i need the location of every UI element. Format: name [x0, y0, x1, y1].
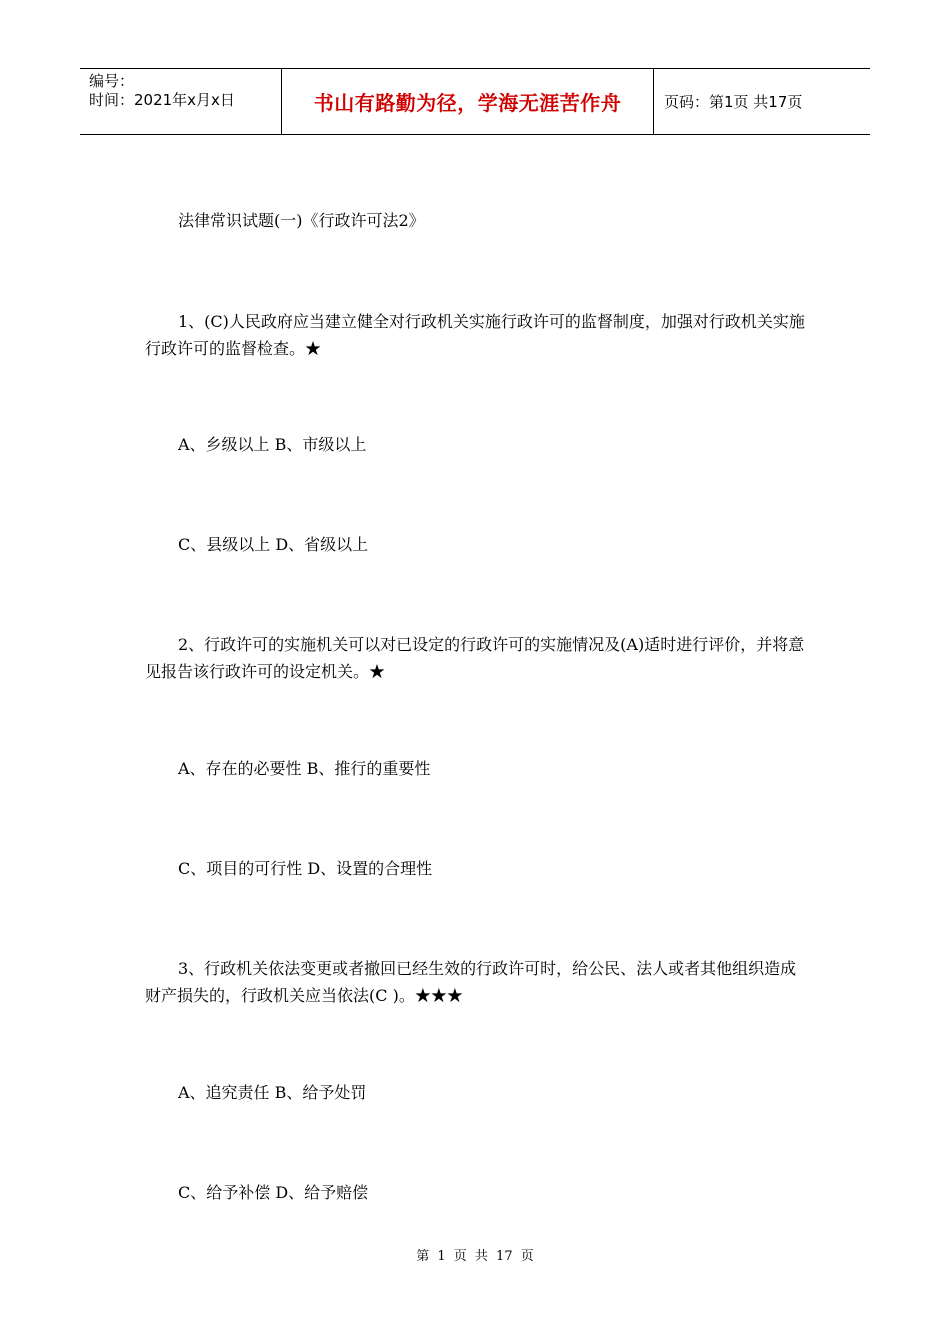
page-header — [80, 68, 870, 135]
document-title: 法律常识试题(一)《行政许可法2》 — [178, 211, 425, 230]
question-2-stem: 2、行政许可的实施机关可以对已设定的行政许可的实施情况及(A)适时进行评价，并将意见报告该行政许可的设定机关。★ — [145, 635, 805, 681]
question-3-options-cd: C、给予补偿 D、给予赔偿 — [178, 1183, 369, 1202]
header-page-code-cell — [654, 69, 870, 134]
motto: 书山有路勤为径，学海无涯苦作舟 — [313, 91, 622, 115]
header-motto-cell — [282, 69, 654, 134]
serial-label: 编号： — [89, 72, 135, 90]
question-1-options-cd: C、县级以上 D、省级以上 — [178, 535, 369, 554]
page-code: 页码：第1页 共17页 — [664, 93, 803, 111]
page-footer: 第 1 页 共 17 页 — [416, 1249, 534, 1264]
question-2-options-ab: A、存在的必要性 B、推行的重要性 — [178, 759, 431, 778]
question-3-stem: 3、行政机关依法变更或者撤回已经生效的行政许可时，给公民、法人或者其他组织造成财产损失的，行政机关应当依法(C )。★★★ — [145, 959, 797, 1005]
question-3-options-ab: A、追究责任 B、给予处罚 — [178, 1083, 367, 1102]
question-1-options-ab: A、乡级以上 B、市级以上 — [178, 435, 367, 454]
header-meta — [80, 69, 282, 134]
question-2-options-cd: C、项目的可行性 D、设置的合理性 — [178, 859, 433, 878]
question-1-stem: 1、(C)人民政府应当建立健全对行政机关实施行政许可的监督制度，加强对行政机关实施行政许可的监督检查。★ — [145, 312, 805, 358]
time-label: 时间：2021年x月x日 — [89, 91, 235, 109]
